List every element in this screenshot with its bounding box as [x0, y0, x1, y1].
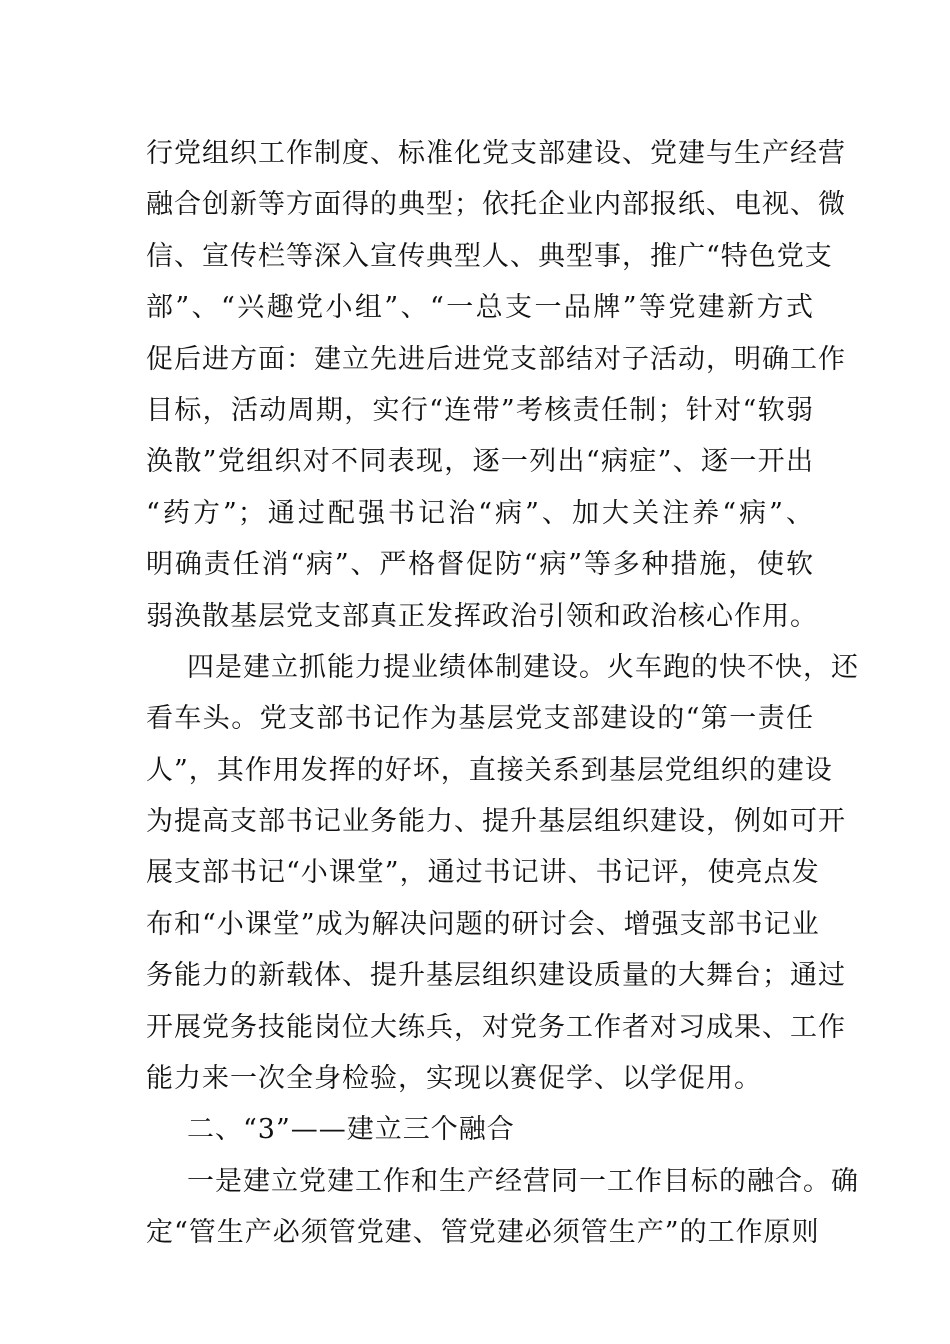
paragraph-first-line: 一是建立党建工作和生产经营同一工作目标的融合。确 [187, 1165, 859, 1197]
text-line: 明确责任消“病”、严格督促防“病”等多种措施，使软 [146, 549, 814, 581]
text-line: 部”、“兴趣党小组”、“一总支一品牌”等党建新方式 [146, 292, 814, 324]
text-line: 定“管生产必须管党建、管党建必须管生产”的工作原则 [146, 1217, 820, 1249]
paragraph-first-line: 四是建立抓能力提业绩体制建设。火车跑的快不快，还 [187, 651, 859, 683]
text-line: 看车头。党支部书记作为基层党支部建设的“第一责任 [146, 703, 814, 735]
text-line: 目标，活动周期，实行“连带”考核责任制；针对“软弱 [146, 394, 814, 426]
text-line: 能力来一次全身检验，实现以赛促学、以学促用。 [146, 1063, 762, 1095]
text-line: 涣散”党组织对不同表现，逐一列出“病症”、逐一开出 [146, 446, 814, 478]
text-line: 融合创新等方面得的典型；依托企业内部报纸、电视、微 [146, 189, 846, 221]
text-line: 促后进方面：建立先进后进党支部结对子活动，明确工作 [146, 343, 846, 375]
document-body [146, 128, 859, 1259]
paragraph-first-line: 二、“3”——建立三个融合 [187, 1114, 515, 1146]
text-line: 信、宣传栏等深入宣传典型人、典型事，推广“特色党支 [146, 240, 833, 272]
text-line: 务能力的新载体、提升基层组织建设质量的大舞台；通过 [146, 960, 846, 992]
text-line: 人”，其作用发挥的好坏，直接关系到基层党组织的建设 [146, 754, 833, 786]
text-line: “药方”；通过配强书记治“病”、加大关注养“病”、 [146, 497, 814, 529]
text-line: 行党组织工作制度、标准化党支部建设、党建与生产经营 [146, 138, 846, 169]
text-line: 布和“小课堂”成为解决问题的研讨会、增强支部书记业 [146, 908, 820, 940]
text-line: 为提高支部书记业务能力、提升基层组织建设，例如可开 [146, 806, 846, 838]
text-line: 弱涣散基层党支部真正发挥政治引领和政治核心作用。 [146, 600, 818, 632]
text-line: 开展党务技能岗位大练兵，对党务工作者对习成果、工作 [146, 1011, 846, 1043]
text-line: 展支部书记“小课堂”，通过书记讲、书记评，使亮点发 [146, 857, 820, 889]
